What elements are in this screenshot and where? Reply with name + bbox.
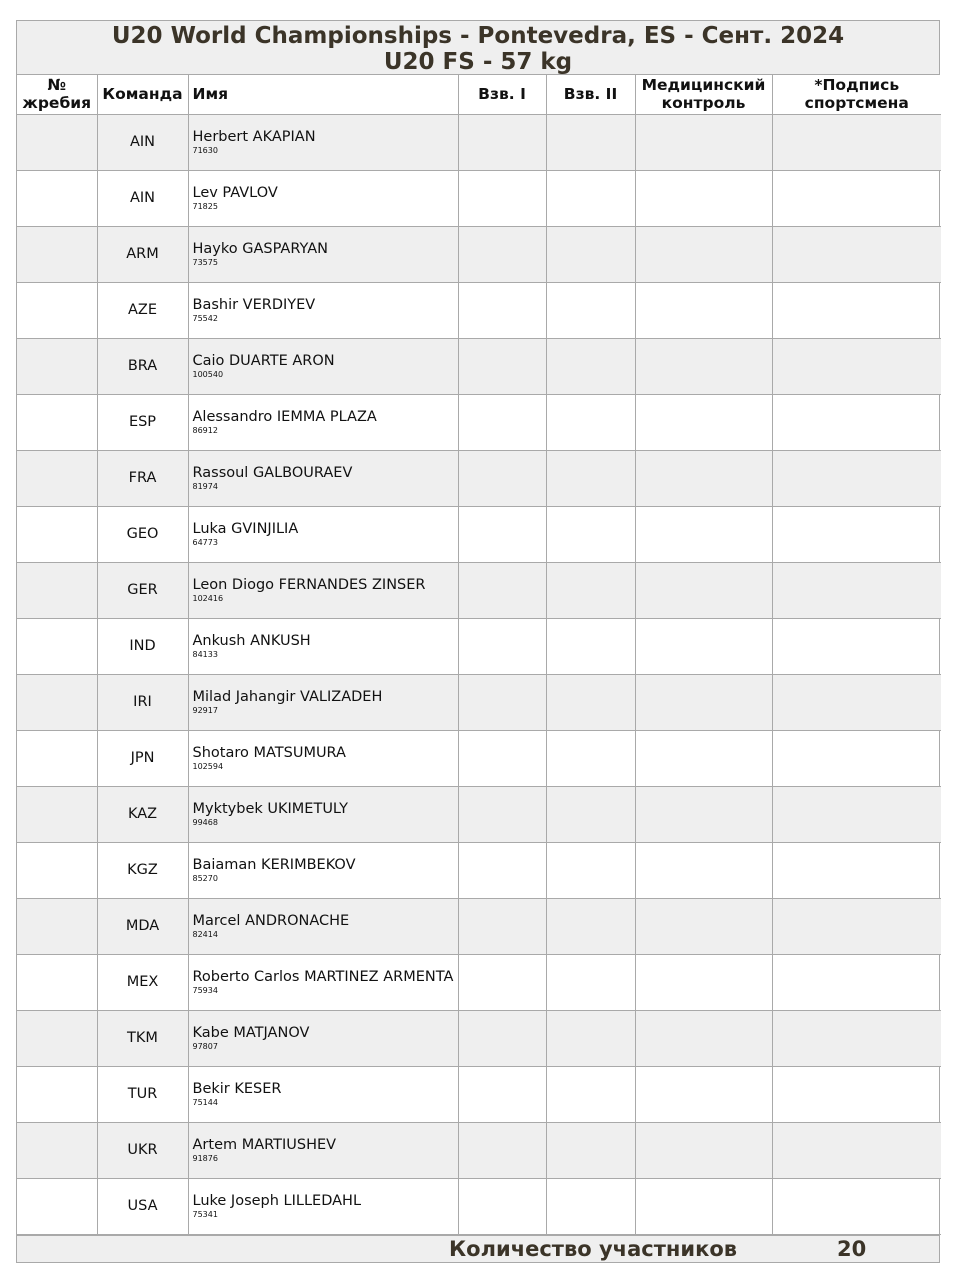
athlete-id: 102594 [192,761,224,771]
table-row [17,618,941,674]
athlete-id: 92917 [192,705,218,715]
draw-number-cell [17,1178,97,1234]
signature-cell [772,674,941,730]
team-cell: BRA [97,338,188,394]
table-row [17,842,941,898]
athlete-id: 91876 [192,1153,218,1163]
athlete-name: Alessandro IEMMA PLAZA [192,408,377,425]
signature-cell [772,730,941,786]
title-block [17,21,939,75]
participants-count-label: Количество участников [449,1236,738,1261]
athlete-id: 97807 [192,1041,218,1051]
signature-cell [772,842,941,898]
athlete-name: Kabe MATJANOV [192,1024,310,1041]
name-cell [188,730,458,786]
team-cell: AZE [97,282,188,338]
athlete-id: 102416 [192,593,224,603]
name-cell [188,1010,458,1066]
medical-control-cell [635,1010,772,1066]
name-cell [188,338,458,394]
name-cell [188,282,458,338]
name-cell [188,394,458,450]
header-team: Команда [97,75,188,114]
table-row [17,786,941,842]
athlete-name: Luka GVINJILIA [192,520,299,537]
table-row [17,1178,941,1234]
header-name: Имя [188,75,458,114]
draw-number-cell [17,282,97,338]
athlete-name: Caio DUARTE ARON [192,352,335,369]
signature-cell [772,338,941,394]
weigh-in-1-cell [458,394,546,450]
weigh-in-1-cell [458,786,546,842]
signature-cell [772,1178,941,1234]
team-cell: ESP [97,394,188,450]
weigh-in-1-cell [458,282,546,338]
table-row [17,1122,941,1178]
weigh-in-1-cell [458,954,546,1010]
signature-cell [772,618,941,674]
team-cell: UKR [97,1122,188,1178]
category-title: U20 FS - 57 kg [383,49,573,75]
athlete-id: 100540 [192,369,224,379]
name-cell [188,450,458,506]
weigh-in-2-cell [546,394,635,450]
medical-control-cell [635,786,772,842]
draw-number-cell [17,114,97,170]
draw-number-cell [17,450,97,506]
athlete-name: Shotaro MATSUMURA [192,744,346,761]
table-row [17,170,941,226]
signature-cell [772,562,941,618]
signature-cell [772,506,941,562]
team-cell: IND [97,618,188,674]
header-medical-control: Медицинский контроль [635,75,772,114]
athlete-id: 99468 [192,817,218,827]
weigh-in-2-cell [546,1178,635,1234]
name-cell [188,898,458,954]
medical-control-cell [635,338,772,394]
draw-number-cell [17,1122,97,1178]
weigh-in-1-cell [458,338,546,394]
signature-cell [772,954,941,1010]
athlete-name: Marcel ANDRONACHE [192,912,350,929]
name-cell [188,226,458,282]
weigh-in-2-cell [546,506,635,562]
athlete-id: 82414 [192,929,218,939]
team-cell: JPN [97,730,188,786]
draw-number-cell [17,562,97,618]
athlete-id: 71825 [192,201,218,211]
weigh-in-2-cell [546,954,635,1010]
weigh-in-2-cell [546,674,635,730]
weigh-in-1-cell [458,562,546,618]
athlete-rows [17,114,941,1234]
table-row [17,506,941,562]
weigh-in-1-cell [458,226,546,282]
medical-control-cell [635,1066,772,1122]
draw-number-cell [17,338,97,394]
draw-number-cell [17,674,97,730]
draw-number-cell [17,170,97,226]
medical-control-cell [635,1122,772,1178]
signature-cell [772,1122,941,1178]
team-cell: IRI [97,674,188,730]
medical-control-cell [635,506,772,562]
header-weigh-in-2: Взв. II [546,75,635,114]
weigh-in-2-cell [546,1066,635,1122]
weigh-in-1-cell [458,450,546,506]
signature-cell [772,898,941,954]
medical-control-cell [635,226,772,282]
table-row [17,450,941,506]
weigh-in-2-cell [546,562,635,618]
name-cell [188,562,458,618]
team-cell: FRA [97,450,188,506]
participants-count-value: 20 [837,1236,867,1261]
athlete-id: 84133 [192,649,218,659]
name-cell [188,618,458,674]
weigh-in-1-cell [458,842,546,898]
draw-number-cell [17,618,97,674]
athlete-name: Luke Joseph LILLEDAHL [192,1192,362,1209]
team-cell: TUR [97,1066,188,1122]
weigh-in-2-cell [546,114,635,170]
signature-cell [772,1010,941,1066]
medical-control-cell [635,730,772,786]
athlete-name: Bekir KESER [192,1080,282,1097]
weigh-in-2-cell [546,618,635,674]
draw-number-cell [17,394,97,450]
athlete-name: Herbert AKAPIAN [192,128,316,145]
athlete-id: 64773 [192,537,218,547]
signature-cell [772,114,941,170]
athletes-table [17,75,941,1235]
team-cell: MDA [97,898,188,954]
weigh-in-2-cell [546,842,635,898]
weigh-in-2-cell [546,898,635,954]
weigh-in-1-cell [458,674,546,730]
athlete-name: Baiaman KERIMBEKOV [192,856,356,873]
athlete-name: Milad Jahangir VALIZADEH [192,688,383,705]
athlete-name: Lev PAVLOV [192,184,278,201]
weigh-in-2-cell [546,730,635,786]
table-row [17,562,941,618]
weigh-in-1-cell [458,618,546,674]
team-cell: AIN [97,114,188,170]
medical-control-cell [635,674,772,730]
table-row [17,674,941,730]
weigh-in-1-cell [458,1122,546,1178]
draw-number-cell [17,898,97,954]
draw-number-cell [17,1010,97,1066]
signature-cell [772,786,941,842]
athlete-name: Bashir VERDIYEV [192,296,316,313]
weigh-in-1-cell [458,1178,546,1234]
team-cell: AIN [97,170,188,226]
table-row [17,394,941,450]
name-cell [188,1066,458,1122]
medical-control-cell [635,954,772,1010]
athlete-id: 71630 [192,145,218,155]
name-cell [188,1122,458,1178]
weigh-in-1-cell [458,114,546,170]
medical-control-cell [635,282,772,338]
team-cell: TKM [97,1010,188,1066]
signature-cell [772,226,941,282]
athlete-name: Roberto Carlos MARTINEZ ARMENTA [192,968,454,985]
table-row [17,1066,941,1122]
weigh-in-2-cell [546,170,635,226]
weigh-in-2-cell [546,450,635,506]
name-cell [188,954,458,1010]
table-row [17,282,941,338]
table-row [17,898,941,954]
weigh-in-2-cell [546,1122,635,1178]
athlete-name: Myktybek UKIMETULY [192,800,348,817]
athlete-id: 85270 [192,873,218,883]
header-row [17,75,941,114]
weigh-in-2-cell [546,338,635,394]
medical-control-cell [635,1178,772,1234]
weigh-in-1-cell [458,1066,546,1122]
medical-control-cell [635,450,772,506]
weigh-in-sheet [16,20,940,1263]
draw-number-cell [17,506,97,562]
athlete-id: 75542 [192,313,218,323]
weigh-in-2-cell [546,786,635,842]
team-cell: ARM [97,226,188,282]
athlete-id: 73575 [192,257,218,267]
draw-number-cell [17,786,97,842]
table-row [17,954,941,1010]
table-row [17,1010,941,1066]
weigh-in-1-cell [458,730,546,786]
team-cell: KAZ [97,786,188,842]
name-cell [188,170,458,226]
table-row [17,730,941,786]
weigh-in-2-cell [546,1010,635,1066]
header-weigh-in-1: Взв. I [458,75,546,114]
medical-control-cell [635,898,772,954]
draw-number-cell [17,954,97,1010]
name-cell [188,674,458,730]
name-cell [188,786,458,842]
draw-number-cell [17,1066,97,1122]
medical-control-cell [635,114,772,170]
table-row [17,338,941,394]
name-cell [188,506,458,562]
signature-cell [772,282,941,338]
team-cell: GER [97,562,188,618]
participants-footer [17,1235,939,1262]
athlete-name: Hayko GASPARYAN [192,240,328,257]
draw-number-cell [17,842,97,898]
athlete-id: 75934 [192,985,218,995]
athlete-name: Artem MARTIUSHEV [192,1136,337,1153]
team-cell: USA [97,1178,188,1234]
team-cell: KGZ [97,842,188,898]
weigh-in-1-cell [458,506,546,562]
athlete-name: Rassoul GALBOURAEV [192,464,353,481]
medical-control-cell [635,842,772,898]
weigh-in-1-cell [458,1010,546,1066]
weigh-in-2-cell [546,226,635,282]
medical-control-cell [635,618,772,674]
athlete-name: Leon Diogo FERNANDES ZINSER [192,576,426,593]
signature-cell [772,394,941,450]
event-title: U20 World Championships - Pontevedra, ES - Сент. 2024 [111,23,845,49]
athlete-id: 75341 [192,1209,218,1219]
signature-cell [772,1066,941,1122]
table-row [17,114,941,170]
name-cell [188,114,458,170]
table-row [17,226,941,282]
draw-number-cell [17,730,97,786]
athlete-id: 81974 [192,481,218,491]
weigh-in-1-cell [458,170,546,226]
medical-control-cell [635,394,772,450]
header-signature: *Подпись спортсмена [772,75,941,114]
athlete-id: 75144 [192,1097,218,1107]
name-cell [188,1178,458,1234]
weigh-in-2-cell [546,282,635,338]
name-cell [188,842,458,898]
team-cell: MEX [97,954,188,1010]
athlete-name: Ankush ANKUSH [192,632,311,649]
signature-cell [772,170,941,226]
athlete-id: 86912 [192,425,218,435]
weigh-in-1-cell [458,898,546,954]
medical-control-cell [635,562,772,618]
medical-control-cell [635,170,772,226]
team-cell: GEO [97,506,188,562]
header-draw-number: № жребия [17,75,97,114]
draw-number-cell [17,226,97,282]
signature-cell [772,450,941,506]
